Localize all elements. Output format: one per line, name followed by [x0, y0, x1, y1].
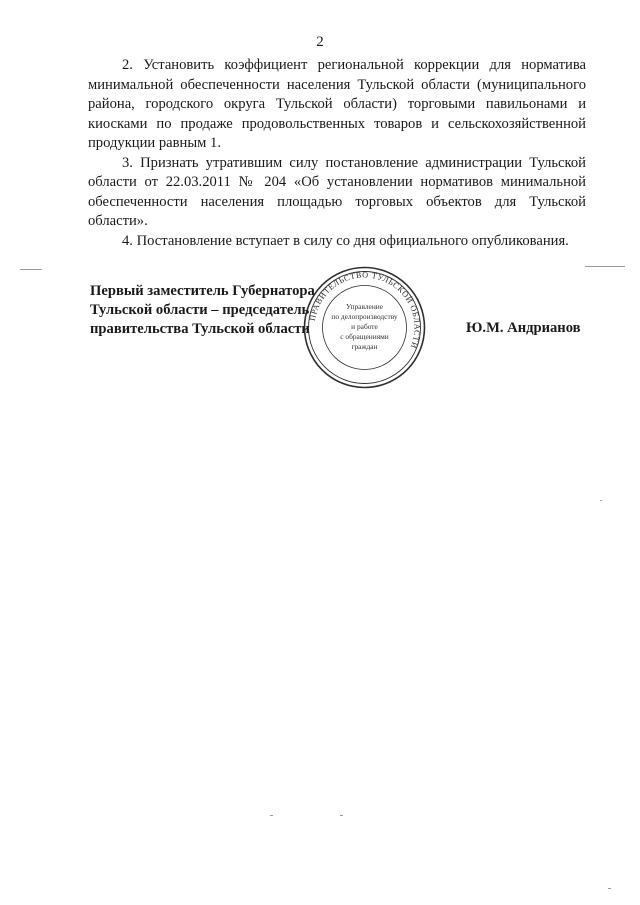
- stamp-center-line-5: граждан: [351, 342, 378, 351]
- official-seal-stamp: [302, 265, 427, 390]
- stamp-center-line-2: по делопроизводству: [331, 312, 398, 321]
- stamp-center-line-4: с обращениями: [340, 332, 389, 341]
- signer-name: Ю.М. Андрианов: [466, 320, 581, 336]
- signer-title-line-3: правительства Тульской области: [90, 321, 310, 337]
- scan-artifact: [608, 888, 611, 889]
- signature-block: [90, 282, 315, 339]
- scan-artifact: [270, 815, 273, 816]
- stamp-ring-text: ПРАВИТЕЛЬСТВО ТУЛЬСКОЙ ОБЛАСТИ: [307, 270, 422, 350]
- signer-title-line-1: Первый заместитель Губернатора: [90, 283, 315, 299]
- scan-artifact: [585, 266, 625, 267]
- stamp-center-line-3: и работе: [351, 322, 378, 331]
- signer-title-line-2: Тульской области – председатель: [90, 302, 310, 318]
- scan-artifact: [600, 500, 602, 501]
- page-number: 2: [316, 34, 324, 50]
- stamp-center-line-1: Управление: [345, 302, 384, 311]
- paragraph-4: 4. Постановление вступает в силу со дня официального опубликования.: [122, 232, 569, 249]
- scan-artifact: [340, 815, 343, 816]
- paragraph-2: 2. Установить коэффициент региональной коррекции для норматива минимальной обеспеченности населения Тульской области (муниципального района, городского округа Тульской области) торговыми павильонами и киосками по продаже продовольственных товаров и сельскохозяйственной продукции равным 1.: [88, 57, 586, 151]
- paragraph-3: 3. Признать утратившим силу постановление администрации Тульской области от 22.03.2011 № 204 «Об установлении нормативов минимальной обеспеченности населения площадью торговых объектов для Тульской области».: [88, 154, 586, 229]
- scan-artifact: [20, 269, 42, 270]
- document-body: [88, 56, 586, 251]
